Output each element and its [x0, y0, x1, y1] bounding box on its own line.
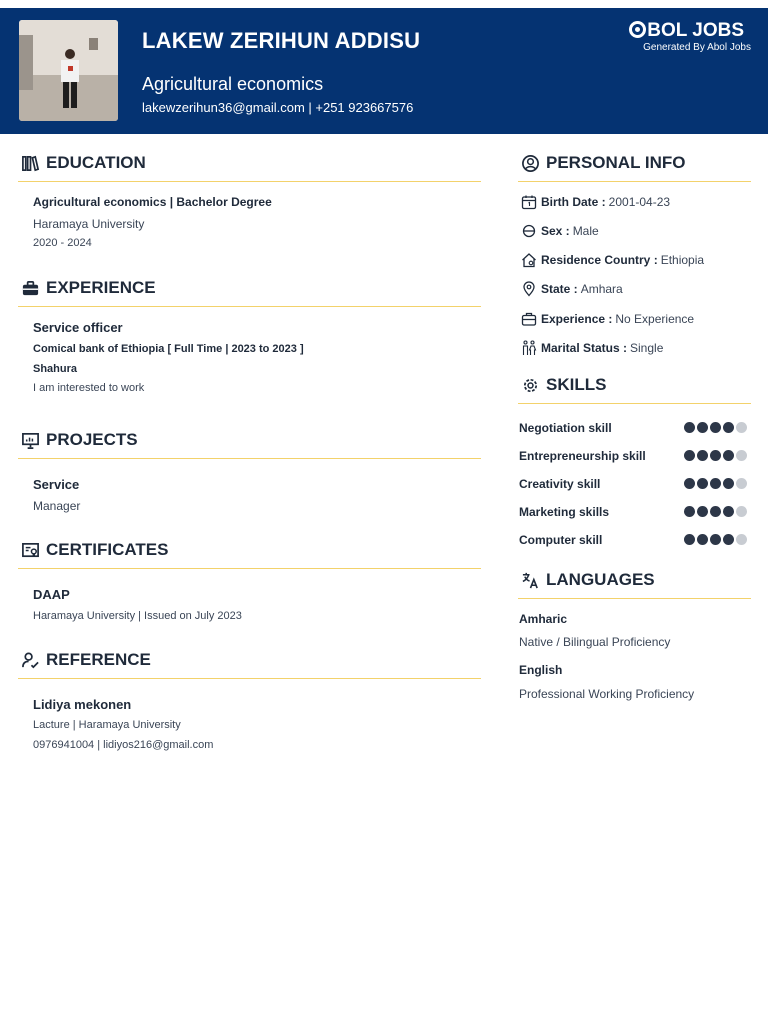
candidate-contact: lakewzerihun36@gmail.com | +251 923667576: [142, 100, 414, 115]
rating-dot-empty: [736, 450, 747, 461]
project-role: Manager: [33, 499, 81, 513]
languages-divider: [518, 598, 751, 599]
user-check-icon: [21, 651, 40, 670]
skill-name: Computer skill: [519, 533, 603, 547]
education-school: Haramaya University: [33, 217, 145, 231]
info-state: [521, 281, 623, 297]
info-sex-value: Male: [572, 224, 599, 238]
skills-heading: [521, 375, 606, 395]
rating-dot-filled: [710, 534, 721, 545]
rating-dot-filled: [697, 478, 708, 489]
info-residence-label: Residence Country :: [541, 253, 658, 267]
skill-rating: [684, 534, 747, 545]
language-name: English: [519, 663, 563, 677]
language-level: Native / Bilingual Proficiency: [519, 635, 671, 649]
rating-dot-empty: [736, 478, 747, 489]
rating-dot-filled: [710, 478, 721, 489]
reference-heading: [21, 650, 151, 670]
certificates-divider: [18, 568, 481, 569]
info-birth-date-value: 2001-04-23: [608, 195, 671, 209]
rating-dot-filled: [723, 506, 734, 517]
experience-role: Service officer: [33, 320, 123, 335]
briefcase-outline-icon: [521, 311, 537, 327]
certificate-icon: [21, 541, 40, 560]
reference-contact: 0976941004 | lidiyos216@gmail.com: [33, 739, 214, 751]
rating-dot-filled: [710, 450, 721, 461]
presentation-icon: [21, 431, 40, 450]
info-experience: [521, 311, 694, 327]
briefcase-icon: [21, 279, 40, 298]
experience-location: Shahura: [33, 363, 78, 375]
reference-name: Lidiya mekonen: [33, 697, 132, 712]
calendar-icon: [521, 194, 537, 210]
info-birth-date: [521, 194, 670, 210]
rating-dot-filled: [710, 422, 721, 433]
translate-icon: [521, 571, 540, 590]
books-icon: [21, 154, 40, 173]
skill-rating: [684, 422, 747, 433]
education-years: 2020 - 2024: [33, 237, 92, 249]
project-name: Service: [33, 477, 80, 492]
rating-dot-filled: [684, 534, 695, 545]
profile-photo: [19, 20, 118, 121]
candidate-name: LAKEW ZERIHUN ADDISU: [142, 28, 421, 53]
home-icon: [521, 252, 537, 268]
rating-dot-empty: [736, 506, 747, 517]
rating-dot-filled: [697, 422, 708, 433]
education-degree: Agricultural economics | Bachelor Degree: [33, 195, 272, 209]
skill-name: Creativity skill: [519, 477, 601, 491]
gear-icon: [521, 376, 540, 395]
info-sex-label: Sex :: [541, 224, 570, 238]
logo-ring-icon: [629, 21, 646, 38]
certificate-issuer: Haramaya University | Issued on July 2023: [33, 610, 242, 622]
education-heading-text: EDUCATION: [46, 153, 146, 172]
education-heading: [21, 153, 146, 173]
experience-company: Comical bank of Ethiopia [ Full Time | 2023 to 2023 ]: [33, 343, 304, 355]
reference-role: Lacture | Haramaya University: [33, 719, 181, 731]
experience-description: I am interested to work: [33, 382, 145, 394]
reference-divider: [18, 678, 481, 679]
rating-dot-filled: [723, 422, 734, 433]
info-experience-value: No Experience: [615, 312, 695, 326]
projects-heading: [21, 430, 138, 450]
languages-heading: [521, 570, 655, 590]
rating-dot-filled: [684, 478, 695, 489]
skill-rating: [684, 450, 747, 461]
skills-divider: [518, 403, 751, 404]
info-residence-country: [521, 252, 704, 268]
education-divider: [18, 181, 481, 182]
rating-dot-filled: [697, 534, 708, 545]
certificates-heading: [21, 540, 168, 560]
info-state-label: State :: [541, 282, 578, 296]
rating-dot-filled: [697, 506, 708, 517]
personal-info-heading: [521, 153, 685, 173]
people-icon: [521, 340, 537, 356]
abol-jobs-logo: [629, 20, 744, 42]
top-strip: [0, 0, 768, 8]
rating-dot-filled: [723, 478, 734, 489]
experience-divider: [18, 306, 481, 307]
user-circle-icon: [521, 154, 540, 173]
rating-dot-filled: [697, 450, 708, 461]
logo-text: BOL JOBS: [647, 20, 744, 41]
resume-header: [0, 8, 768, 134]
personal-info-divider: [518, 181, 751, 182]
rating-dot-filled: [723, 450, 734, 461]
info-residence-value: Ethiopia: [660, 253, 705, 267]
info-marital-status: [521, 340, 663, 356]
reference-heading-text: REFERENCE: [46, 650, 151, 669]
language-name: Amharic: [519, 612, 568, 626]
projects-divider: [18, 458, 481, 459]
languages-heading-text: LANGUAGES: [546, 570, 655, 589]
rating-dot-filled: [684, 450, 695, 461]
skill-name: Negotiation skill: [519, 421, 612, 435]
skills-heading-text: SKILLS: [546, 375, 607, 394]
personal-info-heading-text: PERSONAL INFO: [546, 153, 686, 172]
skill-rating: [684, 478, 747, 489]
location-icon: [521, 281, 537, 297]
skill-name: Entrepreneurship skill: [519, 449, 646, 463]
info-marital-label: Marital Status :: [541, 341, 628, 355]
skill-rating: [684, 506, 747, 517]
candidate-title: Agricultural economics: [142, 74, 324, 94]
gender-icon: [521, 223, 537, 239]
rating-dot-filled: [684, 506, 695, 517]
certificates-heading-text: CERTIFICATES: [46, 540, 169, 559]
rating-dot-filled: [684, 422, 695, 433]
rating-dot-empty: [736, 422, 747, 433]
info-experience-label: Experience :: [541, 312, 613, 326]
experience-heading: [21, 278, 156, 298]
experience-heading-text: EXPERIENCE: [46, 278, 156, 297]
info-birth-date-label: Birth Date :: [541, 195, 606, 209]
info-state-value: Amhara: [580, 282, 623, 296]
skill-name: Marketing skills: [519, 505, 610, 519]
certificate-name: DAAP: [33, 587, 70, 602]
info-sex: [521, 223, 599, 239]
projects-heading-text: PROJECTS: [46, 430, 138, 449]
rating-dot-empty: [736, 534, 747, 545]
logo-subtitle: Generated By Abol Jobs: [643, 42, 751, 53]
rating-dot-filled: [723, 534, 734, 545]
rating-dot-filled: [710, 506, 721, 517]
language-level: Professional Working Proficiency: [519, 687, 695, 701]
info-marital-value: Single: [630, 341, 664, 355]
